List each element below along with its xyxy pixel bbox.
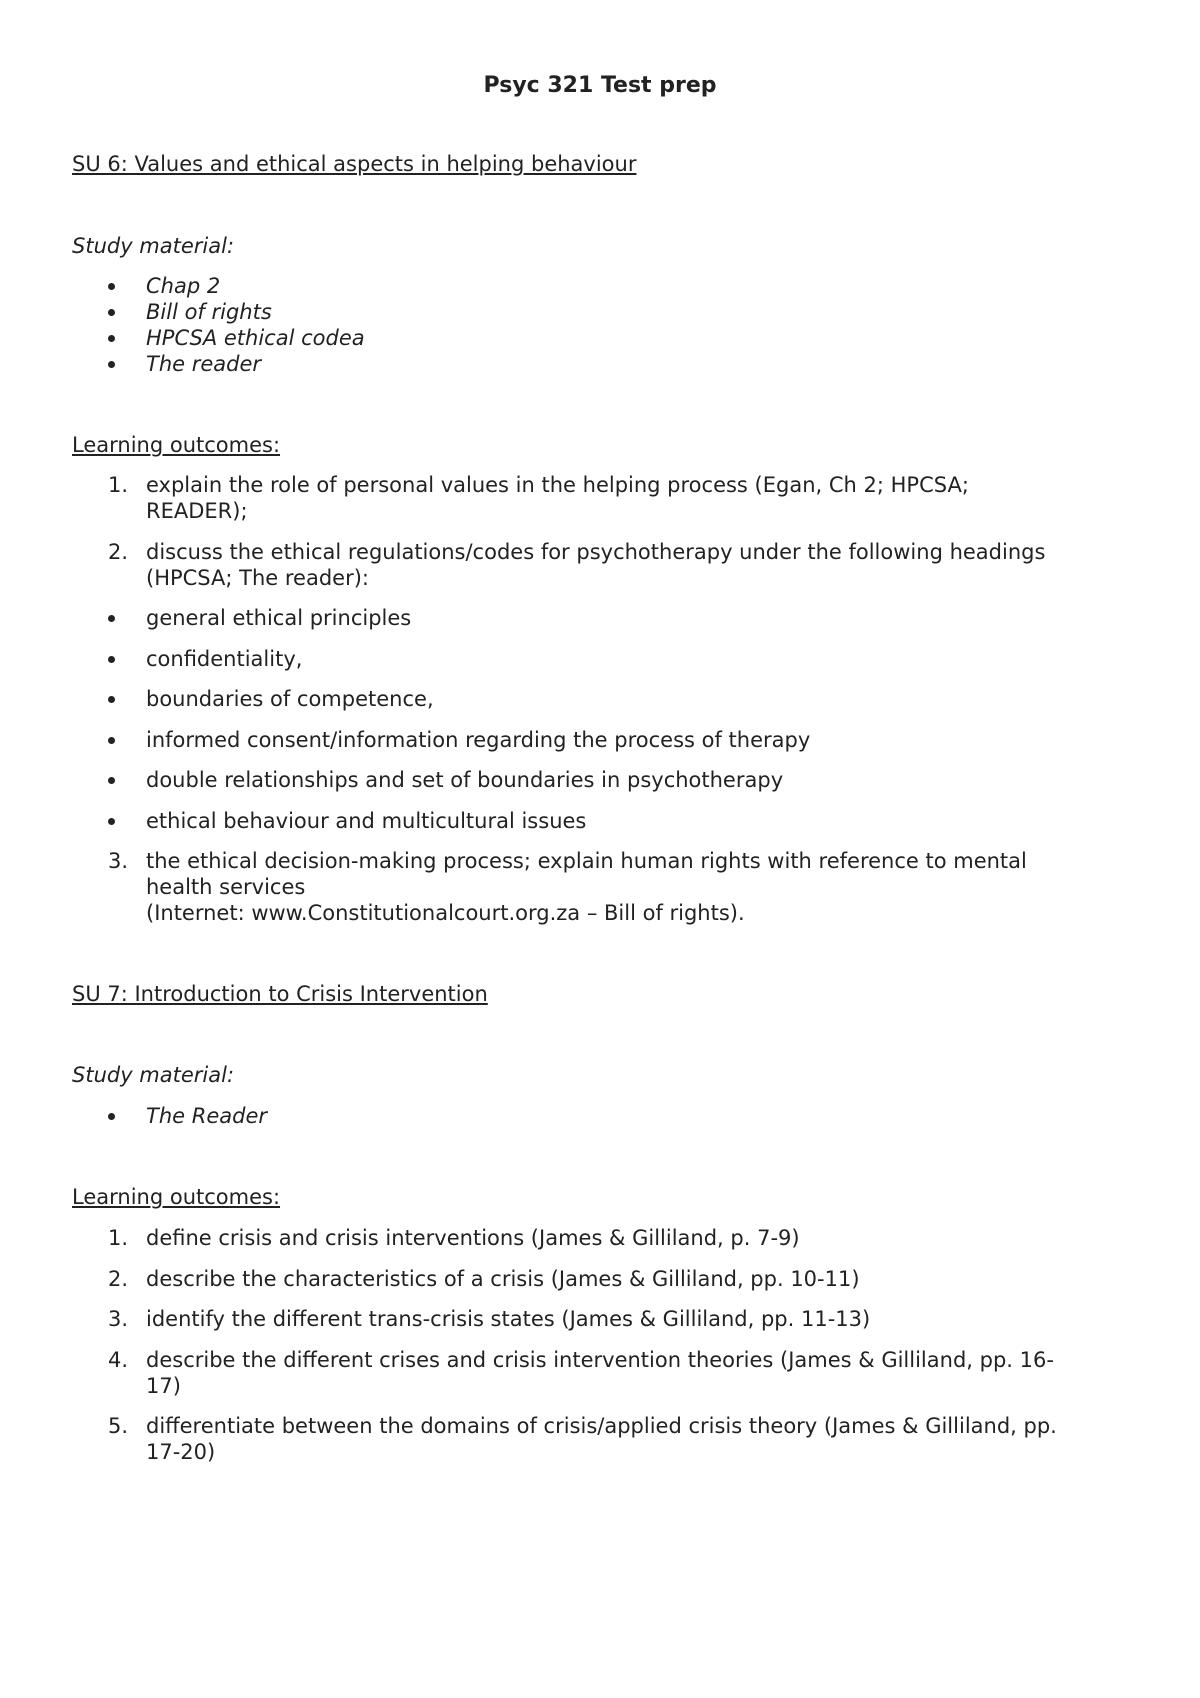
outcome-line: (HPCSA; The reader): (146, 566, 369, 590)
su6-heading: SU 6: Values and ethical aspects in helping behaviour (72, 152, 637, 176)
outcome-line: (Internet: www.Constitutionalcourt.org.za – Bill of rights). (146, 901, 745, 925)
outcome-line: discuss the ethical regulations/codes for psychotherapy under the following headings (146, 540, 1046, 564)
outcome-line: explain the role of personal values in the helping process (Egan, Ch 2; HPCSA; (146, 473, 969, 497)
heading-item: confidentiality, (146, 647, 303, 671)
heading-item: general ethical principles (146, 606, 412, 630)
su7-outcomes-label: Learning outcomes: (72, 1185, 281, 1209)
bullet-icon (108, 685, 138, 703)
list-number: 4. (108, 1348, 129, 1372)
bullet-icon (108, 766, 138, 784)
list-number: 2. (108, 540, 129, 564)
study-item: The Reader (146, 1104, 267, 1128)
su6-study-label: Study material: (72, 234, 235, 258)
outcome-line: describe the different crises and crisis intervention theories (James & Gilliland, pp. 16- (146, 1348, 1054, 1372)
outcome-line: READER); (146, 499, 248, 523)
outcome-line: describe the characteristics of a crisis (James & Gilliland, pp. 10-11) (146, 1267, 860, 1291)
list-number: 1. (108, 1226, 129, 1250)
su6-outcomes-label: Learning outcomes: (72, 433, 281, 457)
bullet-icon (108, 726, 138, 744)
study-item: The reader (146, 352, 262, 376)
outcome-line: define crisis and crisis interventions (James & Gilliland, p. 7-9) (146, 1226, 800, 1250)
bullet-icon (108, 350, 138, 368)
bullet-icon (108, 272, 138, 290)
outcome-line: the ethical decision-making process; explain human rights with reference to mental (146, 849, 1027, 873)
outcome-line: 17) (146, 1374, 181, 1398)
bullet-icon (108, 1102, 138, 1120)
list-number: 3. (108, 849, 129, 873)
su7-study-label: Study material: (72, 1063, 235, 1087)
bullet-icon (108, 807, 138, 825)
list-number: 5. (108, 1414, 129, 1438)
outcome-line: health services (146, 875, 306, 899)
heading-item: ethical behaviour and multicultural issues (146, 809, 587, 833)
heading-item: double relationships and set of boundaries in psychotherapy (146, 768, 784, 792)
bullet-icon (108, 604, 138, 622)
study-item: HPCSA ethical codea (146, 326, 365, 350)
study-item: Chap 2 (146, 274, 221, 298)
page-title: Psyc 321 Test prep (483, 73, 717, 98)
heading-item: boundaries of competence, (146, 687, 434, 711)
bullet-icon (108, 324, 138, 342)
outcome-line: differentiate between the domains of crisis/applied crisis theory (James & Gilliland, pp. (146, 1414, 1057, 1438)
bullet-icon (108, 645, 138, 663)
su7-heading: SU 7: Introduction to Crisis Intervention (72, 982, 488, 1006)
bullet-icon (108, 298, 138, 316)
list-number: 3. (108, 1307, 129, 1331)
outcome-line: 17-20) (146, 1440, 216, 1464)
list-number: 2. (108, 1267, 129, 1291)
study-item: Bill of rights (146, 300, 272, 324)
list-number: 1. (108, 473, 129, 497)
heading-item: informed consent/information regarding the process of therapy (146, 728, 811, 752)
outcome-line: identify the different trans-crisis states (James & Gilliland, pp. 11-13) (146, 1307, 871, 1331)
